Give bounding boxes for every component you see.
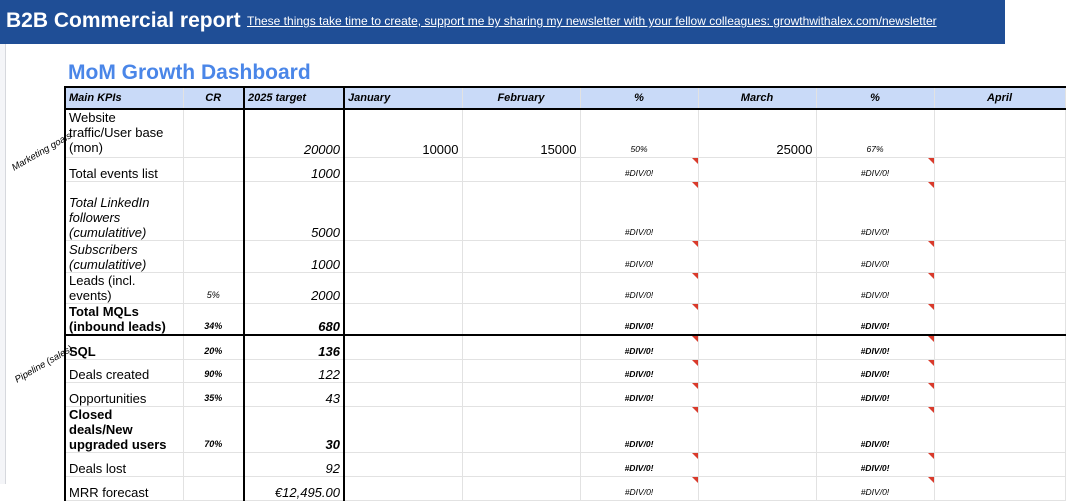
table-row [65,477,1065,501]
kpi-cell[interactable]: MRR forecast [65,477,183,501]
pct-cell[interactable] [580,303,698,335]
april-cell[interactable] [934,453,1065,477]
target-cell[interactable]: 1000 [244,240,344,272]
pct-value: #DIV/0! [860,258,890,269]
pct-value: #DIV/0! [860,320,890,331]
comment-flag-icon[interactable] [928,336,934,342]
comment-flag-icon[interactable] [692,241,698,247]
pct-value: #DIV/0! [860,439,890,449]
pct-value: #DIV/0! [860,226,890,237]
pct-cell[interactable] [816,272,934,303]
comment-flag-icon[interactable] [928,477,934,483]
pct-value: #DIV/0! [624,487,654,497]
comment-flag-icon[interactable] [928,241,934,247]
april-cell[interactable] [934,407,1065,453]
pct-cell[interactable] [580,407,698,453]
pct-value: #DIV/0! [860,463,890,473]
cr-cell[interactable]: 20% [183,335,244,360]
january-cell[interactable]: 10000 [344,109,462,157]
col-header-january[interactable]: January [344,87,462,109]
april-cell[interactable] [934,272,1065,303]
pct-cell[interactable] [816,181,934,240]
cr-cell[interactable]: 5% [183,272,244,303]
table-row [65,335,1065,360]
section-label-pipeline: Pipeline (sales) [13,343,75,386]
march-cell[interactable] [698,407,816,453]
pct-value: #DIV/0! [624,289,654,300]
comment-flag-icon[interactable] [928,383,934,389]
april-cell[interactable] [934,383,1065,407]
pct-cell[interactable] [580,181,698,240]
pct-cell[interactable] [816,303,934,335]
table-row [65,272,1065,303]
cr-cell[interactable]: 35% [183,383,244,407]
march-cell[interactable] [698,360,816,383]
target-cell[interactable]: 30 [244,407,344,453]
march-cell[interactable] [698,181,816,240]
comment-flag-icon[interactable] [692,158,698,164]
pct-value: #DIV/0! [624,167,654,178]
pct-cell[interactable] [580,360,698,383]
march-cell[interactable] [698,335,816,360]
january-cell[interactable] [344,240,462,272]
table-row [65,109,1065,157]
january-cell[interactable] [344,272,462,303]
pct-value: #DIV/0! [860,346,890,356]
february-cell[interactable] [462,240,580,272]
pct-value: #DIV/0! [624,439,654,449]
january-cell[interactable] [344,383,462,407]
pct-value: #DIV/0! [624,320,654,331]
table-header-row [65,87,1065,109]
kpi-cell[interactable]: Total LinkedIn followers (cumulatitive) [65,181,183,240]
col-header-main-kpis[interactable]: Main KPIs [65,87,183,109]
january-cell[interactable] [344,477,462,501]
pct-cell[interactable] [580,383,698,407]
pct-value: #DIV/0! [860,487,890,497]
pct-value: #DIV/0! [624,463,654,473]
cr-cell[interactable]: 70% [183,407,244,453]
comment-flag-icon[interactable] [692,182,698,188]
comment-flag-icon[interactable] [692,383,698,389]
pct-cell[interactable] [816,240,934,272]
january-cell[interactable] [344,335,462,360]
table-row [65,157,1065,181]
march-cell[interactable] [698,272,816,303]
target-cell[interactable]: 43 [244,383,344,407]
target-cell[interactable]: 92 [244,453,344,477]
april-cell[interactable] [934,335,1065,360]
kpi-cell[interactable]: Opportunities [65,383,183,407]
target-cell[interactable]: 5000 [244,181,344,240]
col-header-pct-2[interactable]: % [816,87,934,109]
january-cell[interactable] [344,303,462,335]
april-cell[interactable] [934,360,1065,383]
april-cell[interactable] [934,181,1065,240]
kpi-table [64,86,1066,501]
comment-flag-icon[interactable] [928,360,934,366]
pct-value: #DIV/0! [860,167,890,178]
cr-cell[interactable]: 90% [183,360,244,383]
kpi-cell[interactable]: Website traffic/User base (mon) [65,109,183,157]
march-cell[interactable] [698,383,816,407]
newsletter-link[interactable]: These things take time to create, support me by sharing my newsletter with your fellow colleagues: growthwithalex.com/newsletter [247,14,937,28]
target-cell[interactable]: 1000 [244,157,344,181]
pct-cell[interactable] [580,453,698,477]
target-cell[interactable]: 136 [244,335,344,360]
target-cell[interactable]: 122 [244,360,344,383]
col-header-pct-1[interactable]: % [580,87,698,109]
pct-cell[interactable] [580,335,698,360]
comment-flag-icon[interactable] [928,158,934,164]
comment-flag-icon[interactable] [692,360,698,366]
pct-cell[interactable] [816,453,934,477]
target-cell[interactable]: €12,495.00 [244,477,344,501]
cr-cell[interactable] [183,109,244,157]
cr-cell[interactable] [183,157,244,181]
col-header-february[interactable]: February [462,87,580,109]
table-row [65,303,1065,335]
target-cell[interactable]: 680 [244,303,344,335]
table-row [65,453,1065,477]
comment-flag-icon[interactable] [928,407,934,413]
march-cell[interactable] [698,157,816,181]
february-cell[interactable]: 15000 [462,109,580,157]
pct-cell[interactable] [816,157,934,181]
pct-value: #DIV/0! [860,289,890,300]
row-header-strip [0,44,6,484]
cr-cell[interactable]: 34% [183,303,244,335]
pct-cell[interactable]: 67% [816,109,934,157]
cr-cell[interactable] [183,240,244,272]
pct-value: #DIV/0! [624,346,654,356]
pct-cell[interactable] [580,477,698,501]
march-cell[interactable] [698,240,816,272]
february-cell[interactable] [462,407,580,453]
february-cell[interactable] [462,453,580,477]
april-cell[interactable] [934,477,1065,501]
pct-value: #DIV/0! [624,393,654,403]
february-cell[interactable] [462,477,580,501]
kpi-cell[interactable]: Closed deals/New upgraded users [65,407,183,453]
january-cell[interactable] [344,360,462,383]
comment-flag-icon[interactable] [928,304,934,310]
pct-cell[interactable] [816,360,934,383]
pct-cell[interactable] [816,335,934,360]
col-header-april[interactable]: April [934,87,1065,109]
april-cell[interactable] [934,240,1065,272]
february-cell[interactable] [462,303,580,335]
kpi-cell[interactable]: Subscribers (cumulatitive) [65,240,183,272]
pct-value: #DIV/0! [624,226,654,237]
dashboard-title: MoM Growth Dashboard [68,61,311,84]
pct-value: #DIV/0! [860,369,890,379]
report-banner [0,0,1005,44]
kpi-cell[interactable]: Total MQLs (inbound leads) [65,303,183,335]
report-title: B2B Commercial report [6,9,241,32]
pct-cell[interactable] [580,240,698,272]
cr-cell[interactable] [183,453,244,477]
comment-flag-icon[interactable] [692,304,698,310]
col-header-cr[interactable]: CR [183,87,244,109]
january-cell[interactable] [344,181,462,240]
kpi-cell[interactable]: Leads (incl. events) [65,272,183,303]
col-header-target[interactable]: 2025 target [244,87,344,109]
march-cell[interactable]: 25000 [698,109,816,157]
pct-value: #DIV/0! [624,369,654,379]
comment-flag-icon[interactable] [692,453,698,459]
table-row [65,407,1065,453]
comment-flag-icon[interactable] [692,477,698,483]
february-cell[interactable] [462,335,580,360]
march-cell[interactable] [698,303,816,335]
april-cell[interactable] [934,303,1065,335]
february-cell[interactable] [462,360,580,383]
kpi-cell[interactable]: Deals lost [65,453,183,477]
table-row [65,383,1065,407]
pct-cell[interactable] [816,477,934,501]
kpi-cell[interactable]: Total events list [65,157,183,181]
comment-flag-icon[interactable] [928,182,934,188]
table-row [65,181,1065,240]
comment-flag-icon[interactable] [928,273,934,279]
pct-value: #DIV/0! [624,258,654,269]
kpi-cell[interactable]: SQL [65,335,183,360]
section-label-marketing: Marketing goals [10,130,74,174]
table-row [65,240,1065,272]
february-cell[interactable] [462,157,580,181]
pct-cell[interactable] [816,383,934,407]
pct-value: #DIV/0! [860,393,890,403]
cr-cell[interactable] [183,181,244,240]
cr-cell[interactable] [183,477,244,501]
january-cell[interactable] [344,407,462,453]
target-cell[interactable]: 2000 [244,272,344,303]
pct-cell[interactable] [580,157,698,181]
kpi-cell[interactable]: Deals created [65,360,183,383]
february-cell[interactable] [462,383,580,407]
february-cell[interactable] [462,272,580,303]
comment-flag-icon[interactable] [692,336,698,342]
target-cell[interactable]: 20000 [244,109,344,157]
january-cell[interactable] [344,453,462,477]
january-cell[interactable] [344,157,462,181]
comment-flag-icon[interactable] [692,407,698,413]
march-cell[interactable] [698,453,816,477]
comment-flag-icon[interactable] [928,453,934,459]
pct-cell[interactable] [816,407,934,453]
table-row [65,360,1065,383]
pct-cell[interactable] [580,272,698,303]
april-cell[interactable] [934,157,1065,181]
march-cell[interactable] [698,477,816,501]
february-cell[interactable] [462,181,580,240]
comment-flag-icon[interactable] [692,273,698,279]
col-header-march[interactable]: March [698,87,816,109]
april-cell[interactable] [934,109,1065,157]
pct-cell[interactable]: 50% [580,109,698,157]
